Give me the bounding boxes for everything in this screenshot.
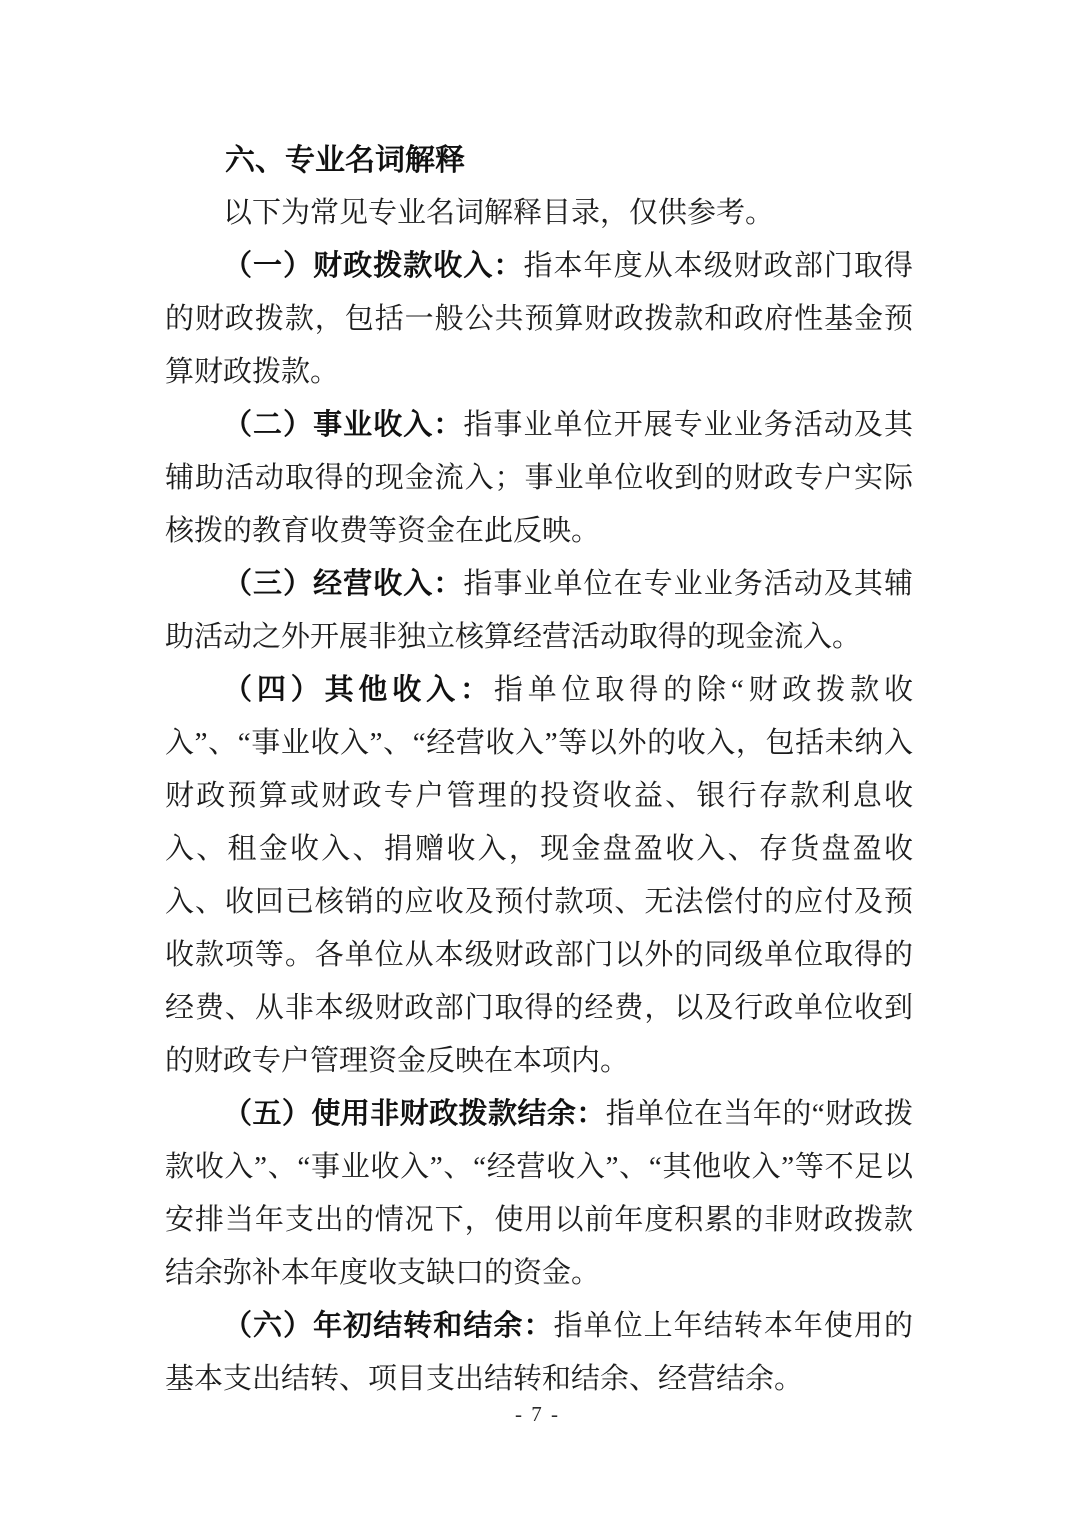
- document-body: [165, 134, 913, 1406]
- term-label: （一）财政拨款收入：: [223, 250, 524, 282]
- intro-paragraph: 以下为常见专业名词解释目录，仅供参考。: [223, 197, 775, 229]
- definition-item: [165, 240, 913, 399]
- section-heading: 六、专业名词解释: [225, 144, 465, 177]
- term-label: （二）事业收入：: [223, 409, 464, 441]
- definition-item: [165, 664, 913, 1088]
- definition-item: [165, 1300, 913, 1406]
- term-definition: 指本年度从本级财政部门取得的财政拨款，包括一般公共预算财政拨款和政府性基金预算财政拨款。: [165, 250, 913, 388]
- term-definition: 指单位上年结转本年使用的基本支出结转、项目支出结转和结余、经营结余。: [165, 1310, 913, 1395]
- term-definition: 指单位取得的除“财政拨款收入”、“事业收入”、“经营收入”等以外的收入，包括未纳入财政预算或财政专户管理的投资收益、银行存款利息收入、租金收入、捐赠收入，现金盘盈收入、存货盘盈收入、收回已核销的应收及预付款项、无法偿付的应付及预收款项等。各单位从本级财政部门以外的同级单位取得的经费、从非本级财政部门取得的经费，以及行政单位收到的财政专户管理资金反映在本项内。: [165, 674, 913, 1077]
- term-label: （六）年初结转和结余：: [223, 1310, 554, 1342]
- page-number: - 7 -: [515, 1402, 560, 1426]
- term-definition: 指事业单位开展专业业务活动及其辅助活动取得的现金流入；事业单位收到的财政专户实际核拨的教育收费等资金在此反映。: [165, 409, 913, 547]
- term-label: （四）其他收入：: [223, 674, 494, 706]
- definition-item: [165, 558, 913, 664]
- term-definition: 指单位在当年的“财政拨款收入”、“事业收入”、“经营收入”、“其他收入”等不足以安排当年支出的情况下，使用以前年度积累的非财政拨款结余弥补本年度收支缺口的资金。: [165, 1098, 913, 1289]
- term-label: （五）使用非财政拨款结余：: [223, 1098, 606, 1130]
- term-label: （三）经营收入：: [223, 568, 464, 600]
- definition-item: [165, 1088, 913, 1300]
- term-definition: 指事业单位在专业业务活动及其辅助活动之外开展非独立核算经营活动取得的现金流入。: [165, 568, 913, 653]
- definition-item: [165, 399, 913, 558]
